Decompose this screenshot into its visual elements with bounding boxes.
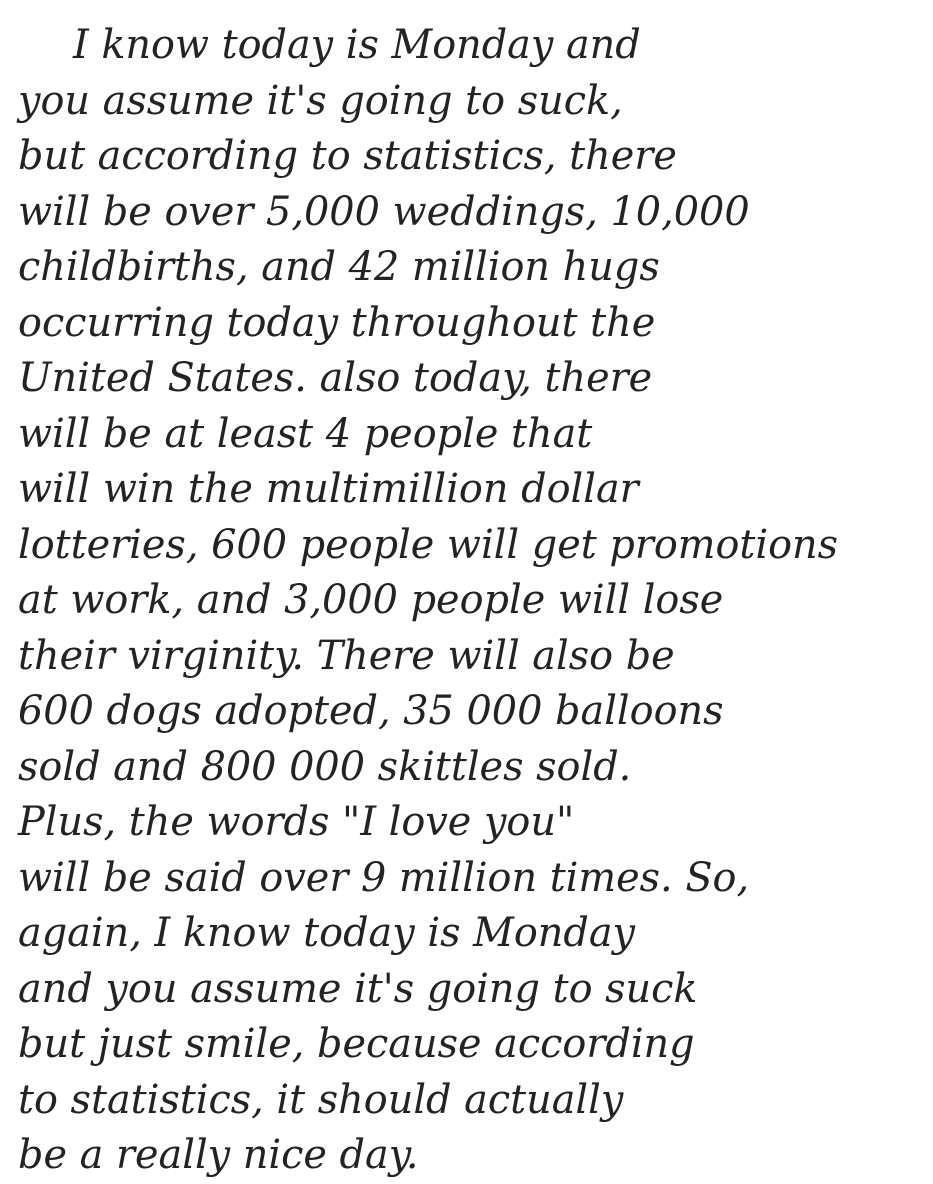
note-line-13: 600 dogs adopted, 35 000 balloons	[18, 688, 724, 734]
note-line-5: childbirths, and 42 million hugs	[18, 244, 660, 290]
note-line-18: and you assume it's going to suck	[18, 965, 698, 1012]
note-line-15: Plus, the words "I love you"	[18, 799, 575, 845]
note-line-16: will be said over 9 million times. So,	[18, 854, 750, 901]
note-line-4: will be over 5,000 weddings, 10,000	[18, 188, 750, 235]
note-line-21: be a really nice day.	[18, 1132, 419, 1178]
note-line-6: occurring today throughout the	[18, 299, 656, 346]
note-line-19: but just smile, because according	[18, 1021, 695, 1067]
note-line-20: to statistics, it should actually	[18, 1076, 624, 1123]
note-line-2: you assume it's going to suck,	[18, 77, 623, 124]
note-line-9: will win the multimillion dollar	[18, 466, 639, 512]
note-line-1: I know today is Monday and	[73, 22, 641, 68]
note-line-7: United States. also today, there	[18, 355, 653, 401]
note-line-12: their virginity. There will also be	[18, 632, 675, 679]
note-line-14: sold and 800 000 skittles sold.	[18, 743, 632, 790]
handwritten-note-text	[18, 18, 923, 1184]
note-line-11: at work, and 3,000 people will lose	[18, 577, 724, 623]
note-line-17: again, I know today is Monday	[18, 910, 636, 956]
note-line-10: lotteries, 600 people will get promotions	[18, 521, 839, 568]
note-line-3: but according to statistics, there	[18, 133, 677, 179]
note-line-8: will be at least 4 people that	[18, 410, 593, 457]
